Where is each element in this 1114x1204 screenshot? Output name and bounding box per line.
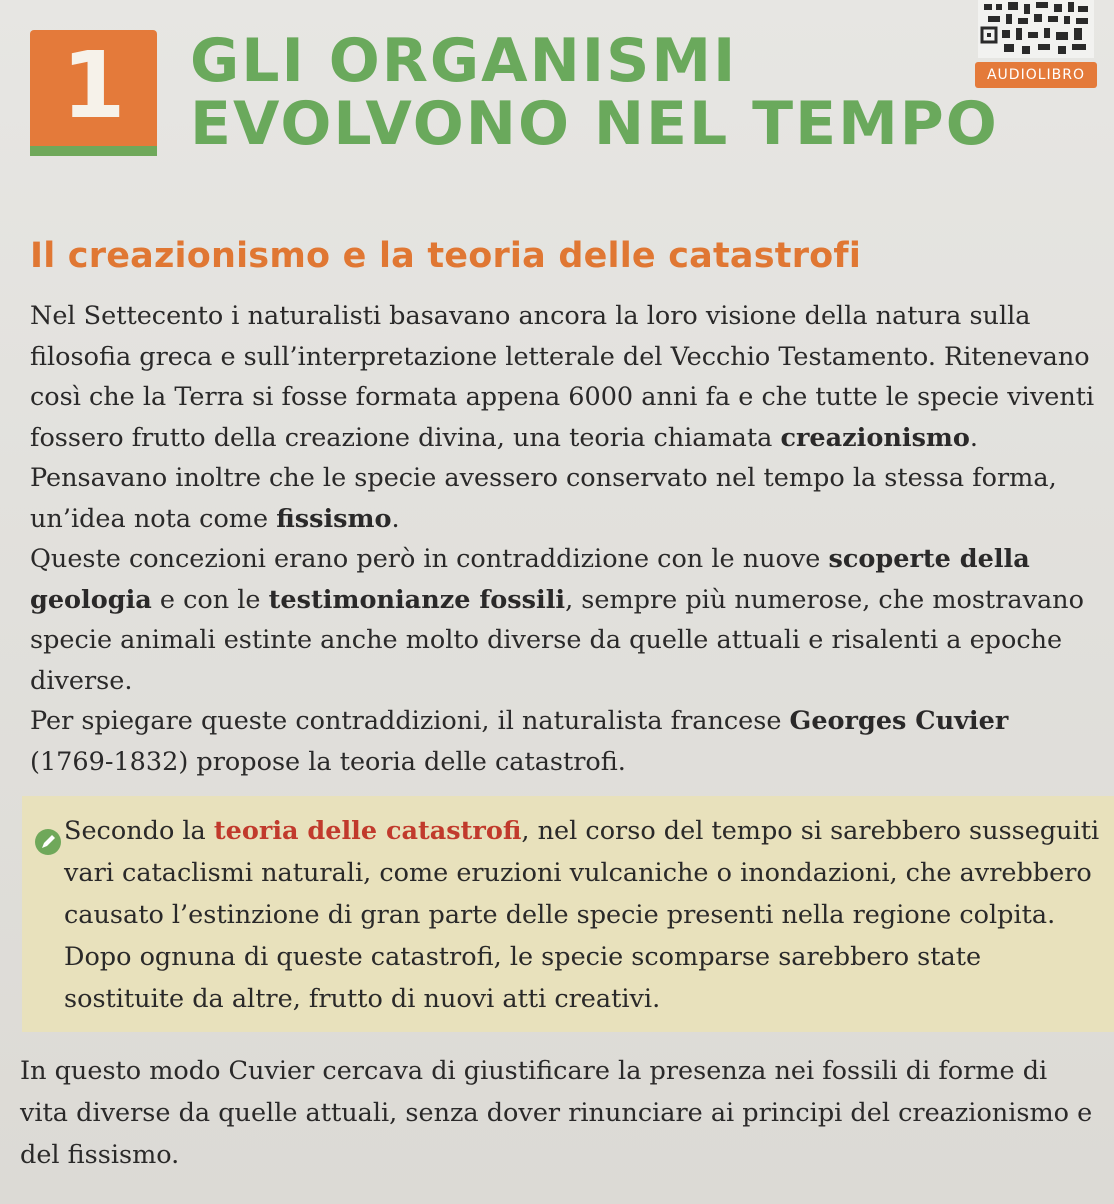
chapter-number-badge: [30, 30, 157, 156]
badge-underline: [30, 146, 157, 156]
paragraph-1: [30, 296, 1095, 539]
term-fissismo: fissismo: [276, 503, 392, 534]
paragraph-3: [30, 701, 1095, 782]
chapter-title-line2: EVOLVONO NEL TEMPO: [190, 89, 999, 159]
term-georges-cuvier: Georges Cuvier: [789, 706, 1009, 736]
term-scoperte-geologia: scoperte della geologia: [30, 544, 1030, 615]
highlight-text-2: , nel corso del tempo si sarebbero susseguiti vari cataclismi naturali, come eruzioni vulcaniche o inondazioni, che avrebbero causato l’estinzione di gran parte delle specie presenti nella regione colpita. Dopo ognuna di queste catastrofi, le specie scomparse sarebbero state sostituite da altre, frutto di nuovi atti creativi.: [64, 816, 1100, 1014]
paragraph-2-text-2: e con le: [151, 584, 269, 615]
chapter-title: [190, 26, 999, 159]
paragraph-3-text: Per spiegare queste contraddizioni, il naturalista francese: [30, 706, 790, 736]
main-text: [30, 296, 1095, 782]
term-testimonianze-fossili: testimonianze fossili: [268, 584, 566, 615]
highlight-box: [22, 796, 1114, 1032]
term-teoria-catastrofi: teoria delle catastrofi: [213, 816, 522, 846]
paragraph-3-text-2: (1769-1832) propose la teoria delle catastrofi.: [30, 746, 626, 777]
paragraph-1-text-2: . Pensavano inoltre che le specie avessero conservato nel tempo la stessa forma, un’idea nota come: [30, 422, 1057, 534]
chapter-title-line1: GLI ORGANISMI: [190, 26, 738, 96]
paragraph-1-text-3: .: [391, 503, 400, 534]
highlight-text: [64, 810, 1104, 1020]
qr-code-icon[interactable]: [978, 0, 1094, 58]
paragraph-2: [30, 539, 1095, 701]
audiobook-button[interactable]: AUDIOLIBRO: [975, 62, 1097, 88]
section-title: Il creazionismo e la teoria delle catastrofi: [30, 236, 862, 276]
term-creazionismo: creazionismo: [780, 422, 970, 453]
closing-paragraph: In questo modo Cuvier cercava di giustificare la presenza nei fossili di forme di vita diverse da quelle attuali, senza dover rinunciare ai principi del creazionismo e del fissismo.: [20, 1056, 1093, 1170]
paragraph-2-text-3: , sempre più numerose, che mostravano specie animali estinte anche molto diverse da quelle attuali e risalenti a epoche diverse.: [30, 584, 1084, 696]
paragraph-2-text: Queste concezioni erano però in contraddizione con le nuove: [30, 544, 829, 574]
chapter-number: 1: [61, 32, 126, 139]
pencil-icon: [34, 828, 62, 856]
highlight-text-1: Secondo la: [64, 816, 214, 846]
paragraph-1-text: Nel Settecento i naturalisti basavano ancora la loro visione della natura sulla filosofia greca e sull’interpretazione letterale del Vecchio Testamento. Ritenevano così che la Terra si fosse formata appena 6000 anni fa e che tutte le specie viventi fossero frutto della creazione divina, una teoria chiamata: [30, 301, 1095, 453]
